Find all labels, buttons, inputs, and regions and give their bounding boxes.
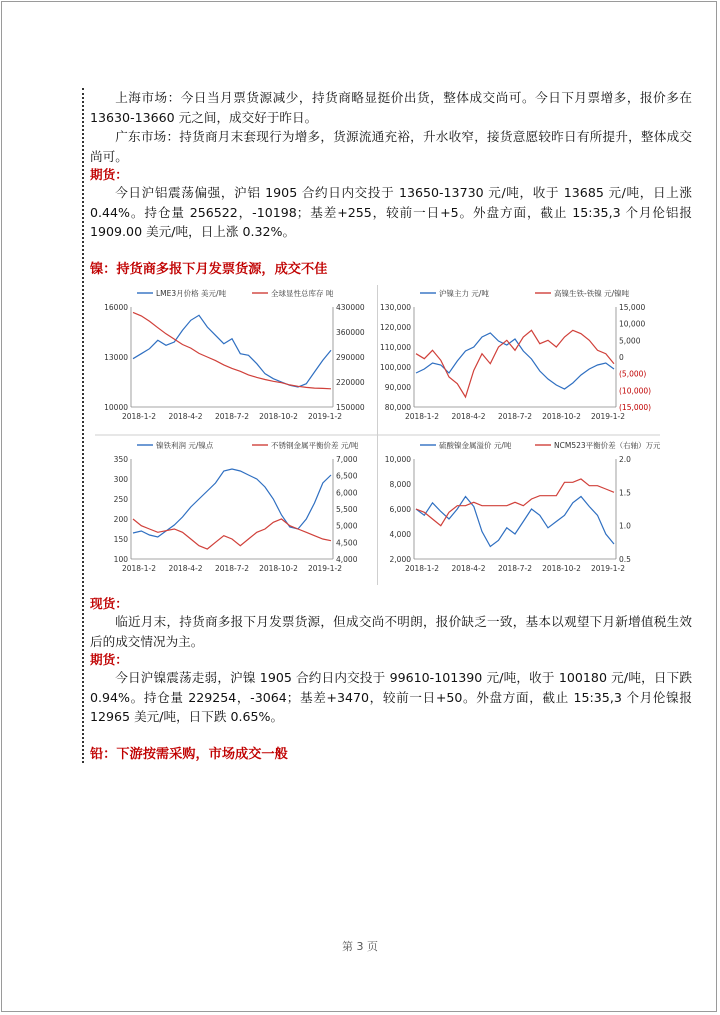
xtick-3-1: 2018-4-2 [451, 564, 486, 573]
ytick-left-1-2: 100,000 [379, 363, 411, 372]
xtick-2-4: 2019-1-2 [307, 564, 343, 573]
ytick-right-1-1: (10,000) [619, 386, 652, 396]
xtick-1-0: 2018-1-2 [404, 412, 440, 421]
ytick-left-1-1: 90,000 [384, 383, 411, 392]
xtick-0-1: 2018-4-2 [168, 412, 203, 421]
ytick-left-3-2: 6,000 [389, 505, 411, 514]
ytick-left-3-3: 8,000 [389, 480, 411, 489]
xtick-1-1: 2018-4-2 [451, 412, 486, 421]
ytick-right-1-0: (15,000) [619, 403, 652, 412]
xtick-3-2: 2018-7-2 [497, 564, 533, 573]
ytick-right-1-5: 10,000 [619, 319, 646, 329]
ytick-left-3-1: 4,000 [389, 530, 411, 539]
ytick-left-1-0: 80,000 [384, 403, 411, 412]
nickel-section-title: 镍：持货商多报下月发票货源，成交不佳 [90, 262, 328, 277]
xtick-2-2: 2018-7-2 [214, 564, 250, 573]
ytick-right-1-2: (5,000) [619, 369, 647, 379]
futures-label-nickel: 期货： [90, 652, 128, 667]
xtick-2-3: 2018-10-2 [259, 564, 298, 573]
ytick-right-2-5: 6,500 [336, 471, 358, 481]
legend-label-0-1: 全球显性总库存 吨 [271, 289, 334, 298]
xtick-0-2: 2018-7-2 [214, 412, 250, 421]
ytick-right-2-0: 4,000 [336, 555, 358, 564]
nickel-futures-paragraph: 今日沪镍震荡走弱，沪镍 1905 合约日内交投于 99610-101390 元/吨，收于 100180 元/吨，日下跌 0.94%。持仓量 229254，-3064；基差+3470，较前一日+50。外盘方面，截止 15:35,3 个月伦镍报 12965 美元/吨，日下跌 0.65%。 [90, 670, 692, 724]
ytick-right-2-6: 7,000 [336, 455, 358, 464]
spot-label: 现货： [90, 596, 128, 611]
ytick-right-0-1: 220000 [336, 378, 365, 387]
ytick-left-1-4: 120,000 [379, 323, 411, 332]
xtick-3-0: 2018-1-2 [404, 564, 440, 573]
nickel-chart-grid [95, 285, 660, 585]
lead-section-title: 铅：下游按需采购，市场成交一般 [90, 747, 288, 762]
ytick-right-3-2: 1.5 [619, 488, 631, 498]
series-line-0-0 [133, 315, 331, 387]
ytick-right-1-4: 5,000 [619, 336, 641, 346]
legend-label-0-0: LME3月价格 美元/吨 [156, 289, 227, 298]
ytick-right-1-6: 15,000 [619, 303, 646, 312]
legend-label-3-1: NCM523平衡价差（右轴）万元/吨 [554, 441, 660, 450]
futures-label-aluminum: 期货： [90, 167, 128, 182]
ytick-right-1-3: 0 [619, 353, 624, 362]
series-line-2-0 [133, 469, 331, 537]
legend-label-2-1: 不锈钢金属平衡价差 元/吨 [271, 441, 359, 450]
ytick-right-0-4: 430000 [336, 303, 365, 312]
ytick-left-0-1: 13000 [104, 353, 128, 362]
margin-dotted-line [82, 88, 84, 763]
xtick-0-3: 2018-10-2 [259, 412, 298, 421]
ytick-right-0-2: 290000 [336, 353, 365, 362]
series-line-1-1 [416, 330, 614, 397]
xtick-0-0: 2018-1-2 [121, 412, 157, 421]
xtick-1-2: 2018-7-2 [497, 412, 533, 421]
guangdong-market-paragraph: 广东市场：持货商月末套现行为增多，货源流通充裕，升水收窄，接货意愿较昨日有所提升，整体成交尚可。 [90, 129, 692, 164]
ytick-right-3-3: 2.0 [619, 455, 631, 464]
series-line-3-1 [416, 479, 614, 526]
xtick-1-4: 2019-1-2 [590, 412, 626, 421]
series-line-3-0 [416, 497, 614, 547]
ytick-right-2-2: 5,000 [336, 521, 358, 531]
ytick-right-3-0: 0.5 [619, 555, 631, 564]
ytick-right-0-3: 360000 [336, 328, 365, 337]
ytick-left-3-0: 2,000 [389, 555, 411, 564]
ytick-right-3-1: 1.0 [619, 521, 631, 531]
ytick-left-2-0: 100 [113, 555, 128, 564]
ytick-right-2-3: 5,500 [336, 505, 358, 514]
ytick-right-2-4: 6,000 [336, 488, 358, 498]
xtick-3-3: 2018-10-2 [542, 564, 581, 573]
xtick-2-1: 2018-4-2 [168, 564, 203, 573]
ytick-right-2-1: 4,500 [336, 538, 358, 548]
shanghai-market-paragraph: 上海市场：今日当月票货源减少，持货商略显挺价出货，整体成交尚可。今日下月票增多，报价多在 13630-13660 元之间，成交好于昨日。 [90, 90, 692, 125]
xtick-1-3: 2018-10-2 [542, 412, 581, 421]
nickel-spot-paragraph: 临近月末，持货商多报下月发票货源，但成交尚不明朗，报价缺乏一致，基本以观望下月新增值税生效后的成交情况为主。 [90, 614, 692, 649]
legend-label-1-0: 沪镍主力 元/吨 [439, 289, 489, 298]
legend-label-2-0: 镍铁利润 元/镍点 [156, 441, 214, 450]
page-number: 第 3 页 [342, 940, 378, 953]
xtick-3-4: 2019-1-2 [590, 564, 626, 573]
xtick-2-0: 2018-1-2 [121, 564, 157, 573]
ytick-left-2-2: 200 [113, 515, 128, 524]
legend-label-1-1: 高镍生铁-铁镍 元/镍吨 [554, 289, 630, 298]
ytick-left-2-4: 300 [113, 475, 128, 484]
aluminum-futures-paragraph: 今日沪铝震荡偏强，沪铝 1905 合约日内交投于 13650-13730 元/吨，收于 13685 元/吨，日上涨 0.44%。持仓量 256522，-10198；基差+255，较前一日+5。外盘方面，截止 15:35,3 个月伦铝报 1909.00 美元/吨，日上涨 0.32%。 [90, 185, 692, 239]
series-line-0-1 [133, 312, 331, 388]
series-line-1-0 [416, 333, 614, 389]
ytick-left-1-3: 110,000 [379, 343, 411, 352]
ytick-left-2-1: 150 [113, 535, 128, 544]
xtick-0-4: 2019-1-2 [307, 412, 343, 421]
ytick-left-0-2: 16000 [104, 303, 128, 312]
ytick-left-1-5: 130,000 [379, 303, 411, 312]
ytick-right-0-0: 150000 [336, 403, 365, 412]
legend-label-3-0: 硫酸镍金属溢价 元/吨 [439, 441, 512, 450]
nickel-charts-svg [95, 285, 660, 585]
ytick-left-3-4: 10,000 [384, 455, 411, 464]
ytick-left-2-5: 350 [113, 455, 128, 464]
ytick-left-0-0: 10000 [104, 403, 128, 412]
ytick-left-2-3: 250 [113, 495, 128, 504]
